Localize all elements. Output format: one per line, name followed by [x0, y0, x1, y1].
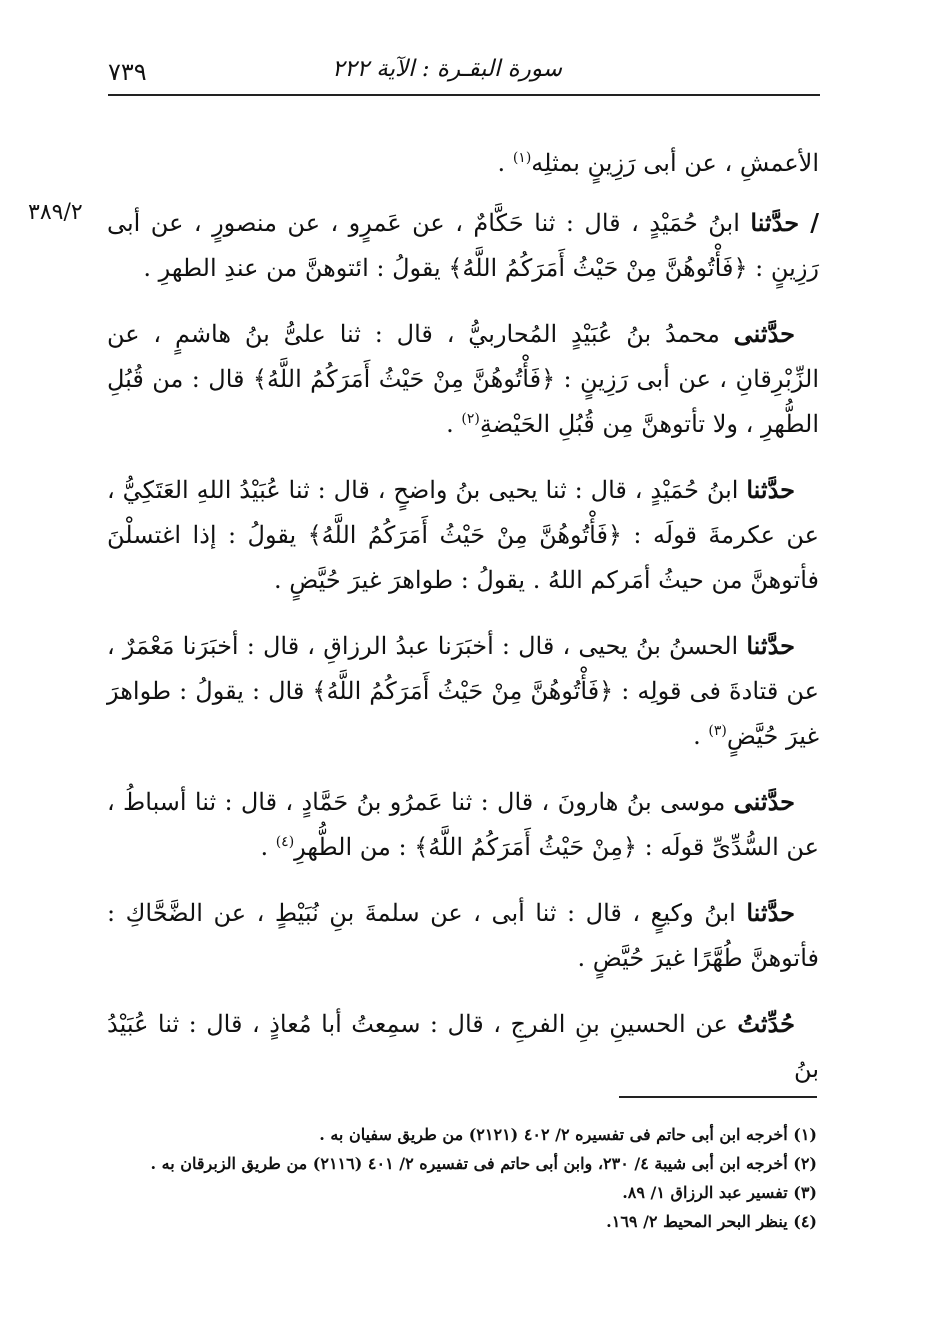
isnad-lead: / حدَّثنا	[750, 208, 819, 237]
margin-reference: ٣٨٩/٢	[28, 200, 83, 225]
footnote-ref: (١)	[512, 150, 532, 166]
isnad-lead: حدَّثنى	[733, 787, 795, 816]
footnote: (٣) تفسير عبد الرزاق ١/ ٨٩.	[622, 1183, 817, 1202]
footnote-ref: (٤)	[275, 834, 295, 850]
footnotes	[105, 1120, 817, 1236]
isnad-lead: حدَّثنا	[746, 898, 795, 927]
running-title: سورة البقـرة : الآية ٢٢٢	[331, 56, 562, 82]
page-number: ٧٣٩	[108, 58, 147, 86]
paragraph: حدَّثنا ابنُ وكيعٍ ، قال : ثنا أبى ، عن سلمةَ بنِ نُبَيْطٍ ، عن الضَّحَّاكِ : فأتوهنَّ طُهَّرًا غيرَ حُيَّضٍ .	[107, 898, 819, 972]
paragraph: الأعمشِ ، عن أبى رَزِينٍ بمثلِه$^{(١)}$ .	[497, 149, 819, 177]
paragraph: حدَّثنا ابنُ حُمَيْدٍ ، قال : ثنا يحيى بنُ واضحٍ ، قال : ثنا عُبَيْدُ اللهِ العَتَكِيُّ ، عن عكرمةَ قولَه : ﴿فَأْتُوهُنَّ مِنْ حَيْثُ أَمَرَكُمُ اللَّهُ﴾ يقولُ : إذا اغتسلْنَ فأتوهنَّ من حيثُ أمَركم اللهُ . يقولُ : طواهرَ غيرَ حُيَّضٍ .	[107, 475, 819, 594]
isnad-lead: حُدِّثتُ	[737, 1009, 795, 1038]
footnote-divider	[619, 1096, 817, 1098]
footnote-ref: (٣)	[708, 723, 727, 739]
footnote: (٢) أخرجه ابن أبى شيبة ٤/ ٢٣٠، وابن أبى حاتم فى تفسيره ٢/ ٤٠١ (٢١١٦) من طريق الزبرقان به .	[150, 1154, 817, 1173]
paragraph: حُدِّثتُ عن الحسينِ بنِ الفرجِ ، قال : سمِعتُ أبا مُعاذٍ ، قال : ثنا عُبَيْدُ بنُ	[107, 1009, 819, 1083]
isnad-lead: حدَّثنى	[733, 319, 795, 348]
isnad-lead: حدَّثنا	[746, 475, 795, 504]
paragraph: حدَّثنا الحسنُ بنُ يحيى ، قال : أخبَرَنا عبدُ الرزاقِ ، قال : أخبَرَنا مَعْمَرٌ ، عن قتادةَ فى قولِه : ﴿فَأْتُوهُنَّ مِنْ حَيْثُ أَمَرَكُمُ اللَّهُ﴾ قال : يقولُ : طواهرَ غيرَ حُيَّضٍ$^{(٣)}$ .	[107, 631, 819, 750]
page-header	[108, 48, 820, 96]
isnad-lead: حدَّثنا	[746, 631, 795, 660]
main-text	[107, 140, 819, 1112]
paragraph: حدَّثنى موسى بنُ هارونَ ، قال : ثنا عَمرُو بنُ حَمَّادٍ ، قال : ثنا أسباطُ ، عن السُّدِّىِّ قولَه : ﴿مِنْ حَيْثُ أَمَرَكُمُ اللَّهُ﴾ : من الطُّهرِ$^{(٤)}$ .	[107, 787, 819, 861]
paragraph: حدَّثنى محمدُ بنُ عُبَيْدٍ المُحاربيُّ ، قال : ثنا علىُّ بنُ هاشمٍ ، عن الزِّبْرِقانِ ، عن أبى رَزِينٍ : ﴿فَأْتُوهُنَّ مِنْ حَيْثُ أَمَرَكُمُ اللَّهُ﴾ قال : من قُبُلِ الطُّهرِ ، ولا تأتوهنَّ مِن قُبُلِ الحَيْضةِ$^{(٢)}$ .	[107, 319, 819, 438]
footnote: (١) أخرجه ابن أبى حاتم فى تفسيره ٢/ ٤٠٢ (٢١٢١) من طريق سفيان به .	[319, 1125, 817, 1144]
footnote-ref: (٢)	[461, 411, 480, 427]
footnote: (٤) ينظر البحر المحيط ٢/ ١٦٩.	[606, 1212, 817, 1231]
paragraph: / حدَّثنا ابنُ حُمَيْدٍ ، قال : ثنا حَكَّامٌ ، عن عَمرٍو ، عن منصورٍ ، عن أبى رَزِينٍ : ﴿فَأْتُوهُنَّ مِنْ حَيْثُ أَمَرَكُمُ اللَّهُ﴾ يقولُ : ائتوهنَّ من عندِ الطهرِ .	[107, 208, 819, 282]
